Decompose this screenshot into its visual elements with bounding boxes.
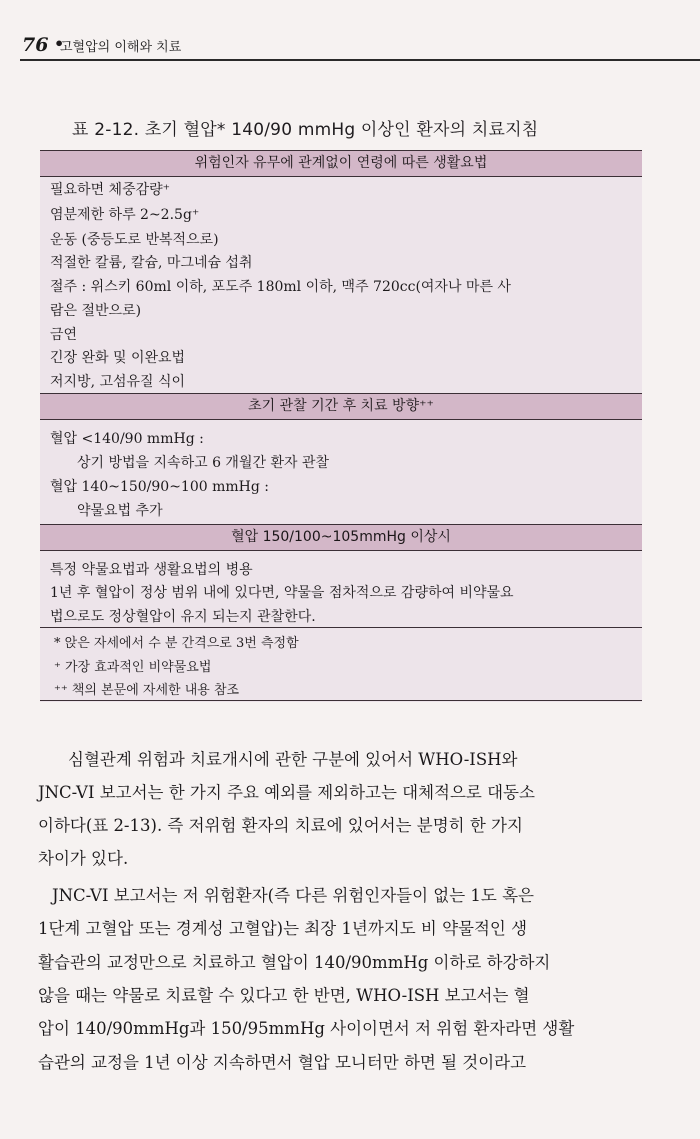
table-row: 특정 약물요법과 생활요법의 병용 — [50, 562, 253, 578]
table-row: 람은 절반으로) — [50, 303, 142, 319]
table-row: 법으로도 정상혈압이 유지 되는지 관찰한다. — [50, 609, 316, 625]
table-row: 상기 방법을 지속하고 6 개월간 환자 관찰 — [77, 455, 329, 471]
page-number: 76 — [22, 34, 49, 56]
page-header — [0, 30, 700, 60]
body-line: JNC-VI 보고서는 저 위험환자(즉 다른 위험인자들이 없는 1도 혹은 — [52, 886, 534, 905]
body-line: 않을 때는 약물로 치료할 수 있다고 한 반면, WHO-ISH 보고서는 혈 — [38, 986, 530, 1005]
table-row: 혈압 140~150/90~100 mmHg : — [50, 479, 269, 495]
table-note: ⁺⁺ 책의 본문에 자세한 내용 참조 — [54, 683, 240, 698]
table-row: 필요하면 체중감량⁺ — [50, 182, 171, 198]
table-note: ⁺ 가장 효과적인 비약물요법 — [54, 660, 212, 675]
table-row: 혈압 <140/90 mmHg : — [50, 431, 204, 447]
table-note: * 앉은 자세에서 수 분 간격으로 3번 측정함 — [54, 636, 299, 651]
body-line: 활습관의 교정만으로 치료하고 혈압이 140/90mmHg 이하로 하강하지 — [38, 953, 551, 972]
table-title: 표 2-12. 초기 혈압* 140/90 mmHg 이상인 환자의 치료지침 — [72, 120, 539, 140]
table-bottom-rule — [40, 700, 642, 701]
guideline-table — [40, 150, 642, 702]
table-row: 금연 — [50, 327, 78, 343]
running-title: 고혈압의 이해와 치료 — [60, 40, 182, 55]
notes-divider — [40, 627, 642, 628]
section-heading-followup: 초기 관찰 기간 후 치료 방향⁺⁺ — [40, 393, 642, 420]
body-line: JNC-VI 보고서는 한 가지 주요 예외를 제외하고는 대체적으로 대동소 — [38, 783, 535, 802]
table-row: 운동 (중등도로 반복적으로) — [50, 232, 219, 248]
section-heading-threshold: 혈압 150/100~105mmHg 이상시 — [40, 524, 642, 551]
header-bullet: • — [54, 34, 65, 53]
table-row: 절주 : 위스키 60ml 이하, 포도주 180ml 이하, 맥주 720cc(여자나 마른 사 — [50, 279, 511, 295]
table-row: 염분제한 하루 2~2.5g⁺ — [50, 207, 200, 223]
table-row: 적절한 칼륨, 칼슘, 마그네슘 섭취 — [50, 255, 253, 271]
table-row: 긴장 완화 및 이완요법 — [50, 350, 186, 366]
body-line: 심혈관계 위험과 치료개시에 관한 구분에 있어서 WHO-ISH와 — [68, 750, 518, 769]
header-rule — [20, 59, 700, 61]
table-row: 1년 후 혈압이 정상 범위 내에 있다면, 약물을 점차적으로 감량하여 비약물요 — [50, 585, 514, 601]
body-line: 차이가 있다. — [38, 849, 129, 868]
body-line: 이하다(표 2-13). 즉 저위험 환자의 치료에 있어서는 분명히 한 가지 — [38, 816, 523, 835]
section-heading-lifestyle: 위험인자 유무에 관계없이 연령에 따른 생활요법 — [40, 150, 642, 177]
body-line: 1단계 고혈압 또는 경계성 고혈압)는 최장 1년까지도 비 약물적인 생 — [38, 919, 528, 938]
table-row: 약물요법 추가 — [77, 503, 163, 519]
body-line: 압이 140/90mmHg과 150/95mmHg 사이이면서 저 위험 환자라면 생활 — [38, 1019, 575, 1038]
table-row: 저지방, 고섬유질 식이 — [50, 374, 186, 390]
body-line: 습관의 교정을 1년 이상 지속하면서 혈압 모니터만 하면 될 것이라고 — [38, 1053, 527, 1072]
